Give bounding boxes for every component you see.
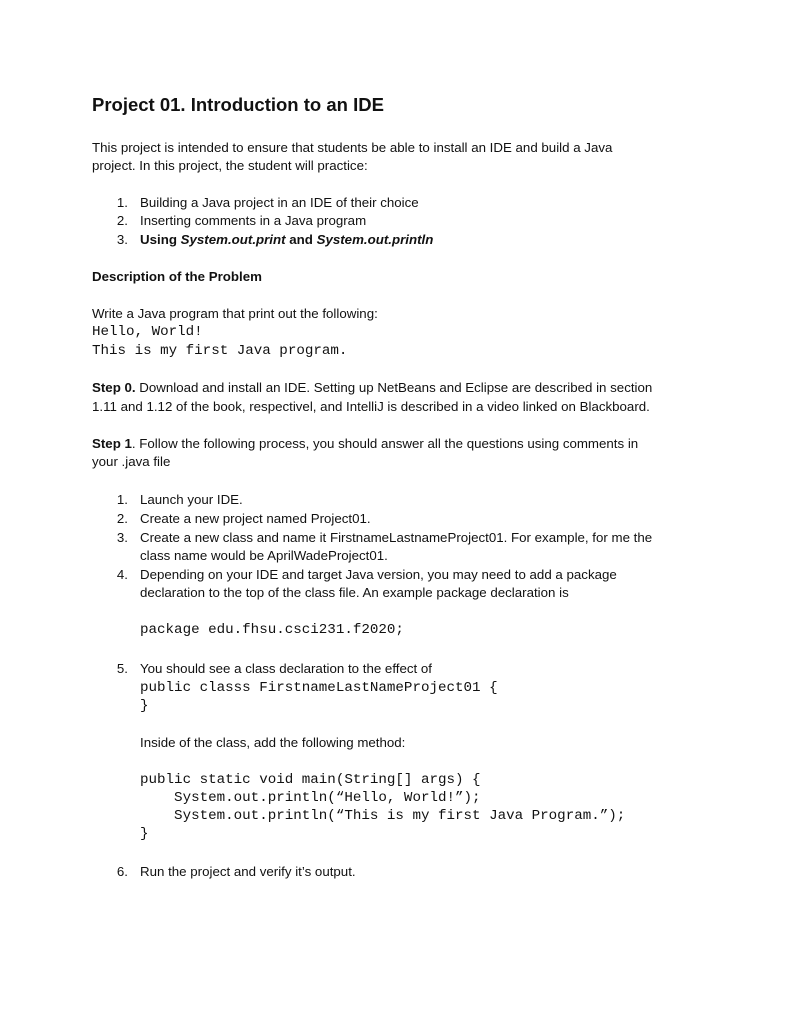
step0-line-1 (92, 379, 652, 397)
practice-number-3: 3. (116, 232, 128, 247)
process-number-6: 6. (116, 864, 128, 879)
process-number-5: 5. (116, 661, 128, 676)
practice-item-3-and: and (285, 232, 317, 247)
class-code-line-2: } (140, 698, 149, 714)
println-method-ref: System.out.println (316, 232, 434, 247)
process-item-1: Launch your IDE. (140, 492, 243, 507)
process-item-6: Run the project and verify it’s output. (140, 864, 356, 879)
step1-text: . Follow the following process, you should answer all the questions using comments in (131, 436, 639, 451)
process-item-3-line-1: Create a new class and name it FirstnameLastnameProject01. For example, for me the (140, 530, 653, 545)
step0-label: Step 0. (92, 380, 136, 395)
problem-text: Write a Java program that print out the following: (92, 306, 378, 321)
step0-line-2: 1.11 and 1.12 of the book, respectivel, and IntelliJ is described in a video linked on Blackboard. (92, 399, 650, 414)
main-code-line-4: } (140, 826, 149, 842)
package-declaration-code: package edu.fhsu.csci231.f2020; (140, 622, 404, 638)
main-code-line-3: System.out.println(“This is my first Java Program.”); (140, 808, 626, 824)
practice-item-3 (140, 231, 433, 249)
page-title: Project 01. Introduction to an IDE (92, 94, 384, 115)
process-number-4: 4. (116, 567, 128, 582)
step1-line-1 (92, 435, 638, 453)
process-item-4-line-1: Depending on your IDE and target Java version, you may need to add a package (140, 567, 617, 582)
practice-item-2: Inserting comments in a Java program (140, 213, 367, 228)
process-number-1: 1. (116, 492, 128, 507)
process-item-5: You should see a class declaration to the effect of (140, 661, 432, 676)
process-item-2: Create a new project named Project01. (140, 511, 371, 526)
intro-line-1: This project is intended to ensure that students be able to install an IDE and build a Java (92, 140, 613, 155)
intro-line-2: project. In this project, the student will practice: (92, 158, 368, 173)
practice-item-3-prefix: Using (140, 232, 181, 247)
output-line-2: This is my first Java program. (92, 343, 348, 359)
description-heading: Description of the Problem (92, 269, 262, 284)
process-number-3: 3. (116, 530, 128, 545)
class-code-line-1: public classs FirstnameLastNameProject01 { (140, 680, 498, 696)
step1-line-2: your .java file (92, 454, 171, 469)
practice-item-1: Building a Java project in an IDE of their choice (140, 195, 419, 210)
inside-class-text: Inside of the class, add the following method: (140, 735, 406, 750)
practice-number-1: 1. (116, 195, 128, 210)
process-number-2: 2. (116, 511, 128, 526)
output-line-1: Hello, World! (92, 324, 203, 340)
main-code-line-2: System.out.println(“Hello, World!”); (140, 790, 481, 806)
main-code-line-1: public static void main(String[] args) { (140, 772, 481, 788)
process-item-4-line-2: declaration to the top of the class file. An example package declaration is (140, 585, 569, 600)
print-method-ref: System.out.print (180, 232, 286, 247)
practice-number-2: 2. (116, 213, 128, 228)
step1-label: Step 1 (92, 436, 132, 451)
step0-text: Download and install an IDE. Setting up NetBeans and Eclipse are described in section (135, 380, 653, 395)
process-item-3-line-2: class name would be AprilWadeProject01. (140, 548, 388, 563)
